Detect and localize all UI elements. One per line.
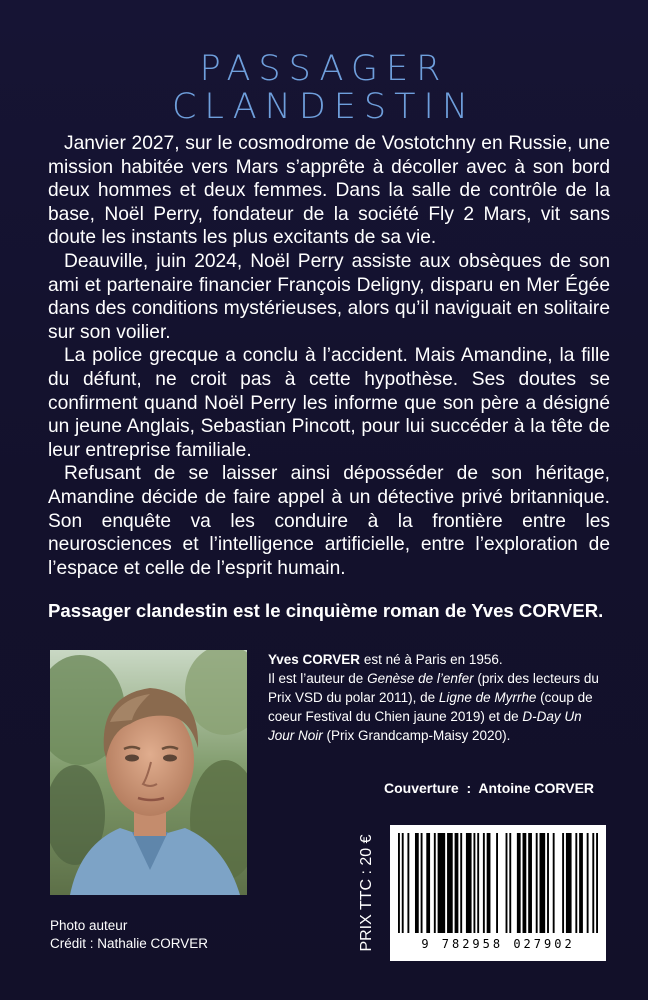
barcode-bar — [579, 833, 583, 933]
barcode-bars — [398, 833, 598, 937]
barcode-bar — [566, 833, 572, 933]
synopsis-paragraph: Deauville, juin 2024, Noël Perry assiste aux obsèques de son ami et partenaire financier François Deligny, disparu en Mer Égée dans des conditions mystérieuses, alors qu’il naviguait en solitaire sur son voilier. — [48, 250, 610, 343]
barcode-bar — [415, 833, 419, 933]
barcode-bar — [447, 833, 453, 933]
barcode-bar — [460, 833, 462, 933]
bio-works-text: (Prix Grandcamp-Maisy 2020). — [322, 728, 511, 743]
bio-book-title: Genèse de l’enfer — [367, 671, 474, 686]
barcode-bar — [466, 833, 472, 933]
author-bio — [268, 650, 608, 745]
barcode-bar — [398, 833, 400, 933]
barcode-bar — [455, 833, 459, 933]
barcode — [390, 825, 606, 961]
barcode-bar — [438, 833, 446, 933]
barcode-bar — [477, 833, 479, 933]
bio-works-text: (coup de coeur Festival du Chien jaune 2019) et de — [268, 690, 593, 724]
barcode-bar — [487, 833, 491, 933]
bio-book-title: D-Day Un Jour Noir — [268, 709, 582, 743]
book-title-line-1: PASSAGER — [199, 49, 449, 89]
photo-caption — [50, 917, 208, 953]
barcode-bar — [592, 833, 594, 933]
barcode-bar — [421, 833, 423, 933]
barcode-bar — [506, 833, 508, 933]
barcode-bar — [402, 833, 404, 933]
barcode-bar — [553, 833, 555, 933]
barcode-bar — [575, 833, 577, 933]
barcode-bar — [496, 833, 498, 933]
bio-works-text: (prix des lecteurs du Prix VSD du polar 2011), de — [268, 671, 599, 705]
bio-works — [268, 669, 608, 745]
synopsis-paragraph: Janvier 2027, sur le cosmodrome de Vostotchny en Russie, une mission habitée vers Mars s’apprête à décoller avec à son bord deux hommes et deux femmes. Dans la salle de contrôle de la base, Noël Perry, fondateur de la société Fly 2 Mars, vit sans doute les instants les plus excitants de sa vie. — [48, 133, 610, 249]
barcode-bar — [517, 833, 521, 933]
barcode-bar — [434, 833, 436, 933]
barcode-bar — [562, 833, 564, 933]
barcode-bar — [407, 833, 409, 933]
barcode-bar — [536, 833, 538, 933]
bio-line-1 — [268, 650, 608, 669]
barcode-bar — [587, 833, 589, 933]
author-portrait-image — [50, 650, 247, 895]
barcode-bar — [473, 833, 475, 933]
tagline: Passager clandestin est le cinquième roman de Yves CORVER. — [48, 600, 604, 621]
isbn-number: 9 782958 027902 — [421, 937, 575, 951]
barcode-bar — [596, 833, 598, 933]
bio-author-name: Yves CORVER — [268, 652, 361, 667]
barcode-bar — [547, 833, 549, 933]
photo-caption-line-2: Crédit : Nathalie CORVER — [50, 936, 209, 951]
bio-works-text: Il est l’auteur de — [268, 671, 368, 686]
barcode-bar — [509, 833, 511, 933]
barcode-bar — [540, 833, 546, 933]
photo-caption-line-1: Photo auteur — [50, 918, 128, 933]
barcode-bar — [426, 833, 430, 933]
synopsis — [48, 132, 610, 580]
bio-book-title: Ligne de Myrrhe — [438, 690, 537, 705]
barcode-bar — [483, 833, 485, 933]
price-label — [342, 827, 392, 959]
synopsis-paragraph: La police grecque a conclu à l’accident. Mais Amandine, la fille du défunt, ne croit pas à cette hypothèse. Ses doutes se confirment quand Noël Perry les informe que son père a désigné un jeune Anglais, Sebastian Pincott, pour lui succéder à la tête de leur entreprise familiale. — [48, 345, 610, 461]
price-text: PRIX TTC : 20 € — [358, 834, 375, 952]
book-title-line-2: CLANDESTIN — [171, 87, 477, 127]
cover-credit: Couverture : Antoine CORVER — [384, 780, 595, 796]
synopsis-paragraph: Refusant de se laisser ainsi déposséder de son héritage, Amandine décide de faire appel à un détective privé britannique. Son enquête va les conduire à la frontière entre les neurosciences et l’intelligence artificielle, entre l’exploration de l’espace et celle de l’esprit humain. — [48, 463, 610, 579]
barcode-bar — [523, 833, 527, 933]
barcode-bar — [528, 833, 532, 933]
bio-birth-text: est né à Paris en 1956. — [360, 652, 503, 667]
author-photo — [50, 650, 247, 895]
